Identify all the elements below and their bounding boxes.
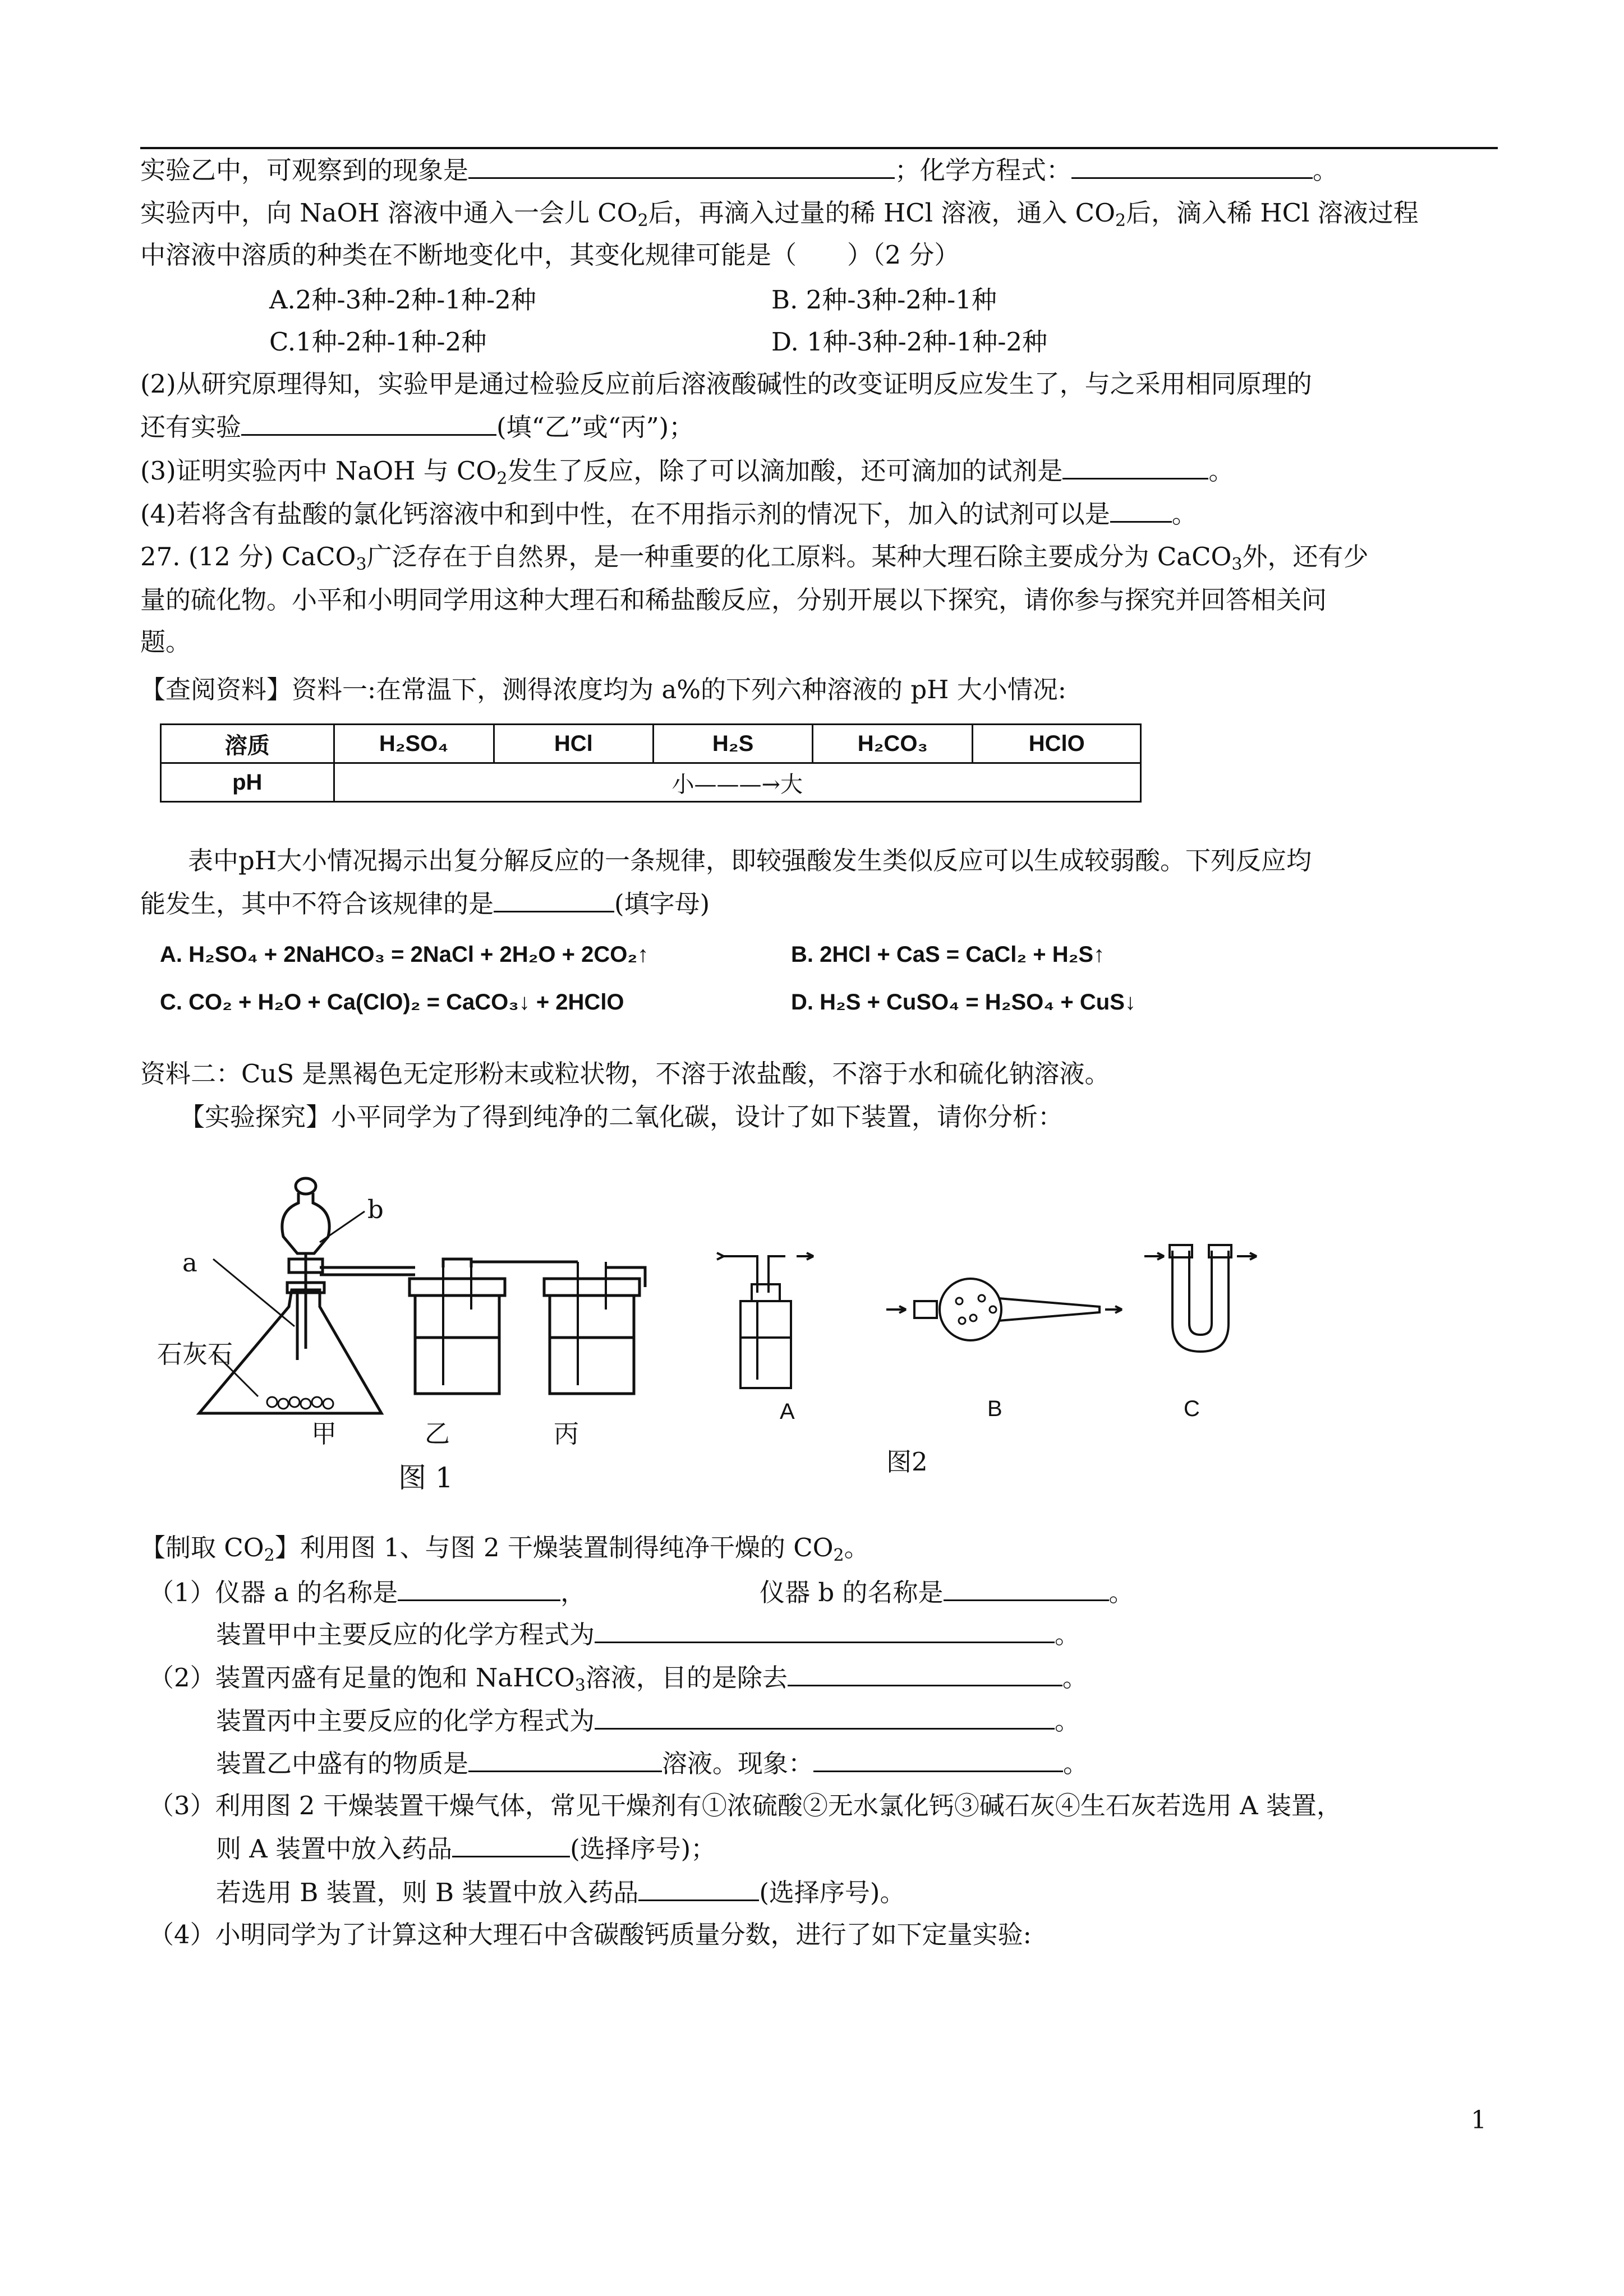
label-device-c: C (1184, 1396, 1200, 1421)
answer-blank[interactable] (595, 1617, 1055, 1643)
figure-2-caption: 图2 (886, 1447, 928, 1477)
label-device-a: A (780, 1399, 795, 1424)
label-limestone: 石灰石 (157, 1339, 233, 1369)
table-cell: H₂SO₄ (334, 725, 494, 763)
answer-blank[interactable] (452, 1831, 570, 1857)
option-c[interactable]: C.1种-2种-1种-2种 (269, 327, 487, 357)
page-number: 1 (1471, 2106, 1487, 2134)
option-d[interactable]: D. 1种-3种-2种-1种-2种 (771, 327, 1048, 357)
answer-blank[interactable] (398, 1575, 560, 1601)
experiment-intro: 【实验探究】小平同学为了得到纯净的二氧化碳，设计了如下装置，请你分析： (180, 1102, 1064, 1132)
table-cell: H₂CO₃ (813, 725, 973, 763)
problem-27-line3: 题。 (140, 627, 191, 657)
answer-blank[interactable] (241, 409, 496, 436)
question-2-line1: (2)从研究原理得知，实验甲是通过检验反应前后溶液酸碱性的改变证明反应发生了，与之采用相同原理的 (140, 369, 1312, 399)
table-head-ph: pH (161, 763, 334, 802)
label-yi: 乙 (425, 1419, 450, 1449)
answer-blank[interactable] (813, 1746, 1063, 1772)
question-4: (4)若将含有盐酸的氯化钙溶液中和到中性，在不用指示剂的情况下，加入的试剂可以是 。 (140, 496, 1197, 531)
figure-1-apparatus (151, 1158, 656, 1450)
equation-c[interactable]: C. CO₂ + H₂O + Ca(ClO)₂ = CaCO₃↓ + 2HClO (160, 990, 624, 1015)
sub-question-4: （4）小明同学为了计算这种大理石中含碳酸钙质量分数，进行了如下定量实验: (149, 1920, 1032, 1949)
label-bing: 丙 (554, 1419, 579, 1449)
answer-blank[interactable] (468, 1746, 662, 1772)
answer-blank[interactable] (494, 886, 614, 912)
sub-question-2: （2）装置丙盛有足量的饱和 NaHCO$_3$溶液，目的是除去 。 (149, 1660, 1088, 1703)
sub-question-1: （1）仪器 a 的名称是 ， 仪器 b 的名称是 。 (149, 1575, 1134, 1610)
line-yi-phenomenon: 实验乙中，可观察到的现象是 ；化学方程式： 。 (140, 153, 1338, 187)
label-a: a (182, 1248, 197, 1278)
problem-27-line2: 量的硫化物。小平和小明同学用这种大理石和稀盐酸反应，分别开展以下探究，请你参与探究并回答相关问 (140, 585, 1327, 615)
label-device-b: B (987, 1396, 1002, 1421)
sub-question-3-b: 若选用 B 装置，则 B 装置中放入药品 (选择序号)。 (216, 1875, 905, 1910)
equation-a[interactable]: A. H₂SO₄ + 2NaHCO₃ = 2NaCl + 2H₂O + 2CO₂↑ (160, 942, 649, 967)
figure-1-caption: 图 1 (398, 1461, 453, 1494)
reference-2: 资料二：CuS 是黑褐色无定形粉末或粒状物，不溶于浓盐酸，不溶于水和硫化钠溶液。 (140, 1059, 1110, 1089)
ph-trend: 小———→大 (334, 763, 1140, 802)
answer-blank[interactable] (1110, 496, 1172, 523)
option-b[interactable]: B. 2种-3种-2种-1种 (771, 285, 997, 315)
label-b: b (367, 1195, 384, 1224)
sub-question-2-equation: 装置丙中主要反应的化学方程式为 。 (216, 1703, 1080, 1738)
answer-blank[interactable] (1062, 453, 1208, 480)
table-cell: H₂S (653, 725, 812, 763)
sub-question-3: （3）利用图 2 干燥装置干燥气体，常见干燥剂有①浓硫酸②无水氯化钙③碱石灰④生石灰若选用 A 装置， (149, 1791, 1342, 1820)
answer-blank[interactable] (788, 1660, 1062, 1686)
sub-question-2-yi: 装置乙中盛有的物质是 溶液。现象： 。 (216, 1746, 1088, 1781)
figure-2-drying-devices (712, 1239, 1285, 1408)
reference-1: 【查阅资料】资料一:在常温下，测得浓度均为 a%的下列六种溶液的 pH 大小情况: (140, 675, 1066, 704)
sub-question-3-a: 则 A 装置中放入药品 (选择序号)； (216, 1831, 716, 1866)
label-jia: 甲 (311, 1419, 337, 1449)
make-co2-heading: 【制取 $CO_2$】利用图 1、与图 2 干燥装置制得纯净干燥的 $CO_2$。 (140, 1533, 869, 1565)
equation-b[interactable]: B. 2HCl + CaS = CaCl₂ + H₂S↑ (791, 942, 1105, 967)
top-rule (140, 147, 1498, 149)
answer-blank[interactable] (468, 153, 895, 179)
question-3: (3)证明实验丙中 NaOH 与 $CO_2$发生了反应，除了可以滴加酸，还可滴加的试剂是 。 (140, 453, 1234, 496)
rule-line2: 能发生，其中不符合该规律的是 (填字母) (140, 886, 710, 921)
sub-question-1-equation: 装置甲中主要反应的化学方程式为 。 (216, 1617, 1080, 1652)
line-bing-question: 中溶液中溶质的种类在不断地变化中，其变化规律可能是（ ）（2 分） (140, 240, 960, 270)
question-2-line2: 还有实验 (填“乙”或“丙”)； (140, 409, 694, 444)
table-cell: HClO (973, 725, 1141, 763)
table-cell: HCl (494, 725, 653, 763)
problem-27-line1: 27. (12 分) CaCO$_3$广泛存在于自然界，是一种重要的化工原料。某种大理石除主要成分为 CaCO$_3$外，还有少 (140, 542, 1369, 574)
line-bing-intro: 实验丙中，向 NaOH 溶液中通入一会儿 $CO_2$后，再滴入过量的稀 HCl 溶液，通入 $CO_2$后，滴入稀 HCl 溶液过程 (140, 198, 1419, 230)
table-head-solute: 溶质 (161, 725, 334, 763)
answer-blank[interactable] (595, 1703, 1055, 1730)
answer-blank[interactable] (944, 1575, 1109, 1601)
rule-line1: 表中pH大小情况揭示出复分解反应的一条规律，即较强酸发生类似反应可以生成较弱酸。下列反应均 (188, 846, 1312, 875)
answer-blank[interactable] (1071, 153, 1313, 179)
ph-table (160, 723, 1142, 803)
answer-blank[interactable] (638, 1875, 759, 1901)
option-a[interactable]: A.2种-3种-2种-1种-2种 (269, 285, 536, 315)
equation-d[interactable]: D. H₂S + CuSO₄ = H₂SO₄ + CuS↓ (791, 990, 1136, 1015)
